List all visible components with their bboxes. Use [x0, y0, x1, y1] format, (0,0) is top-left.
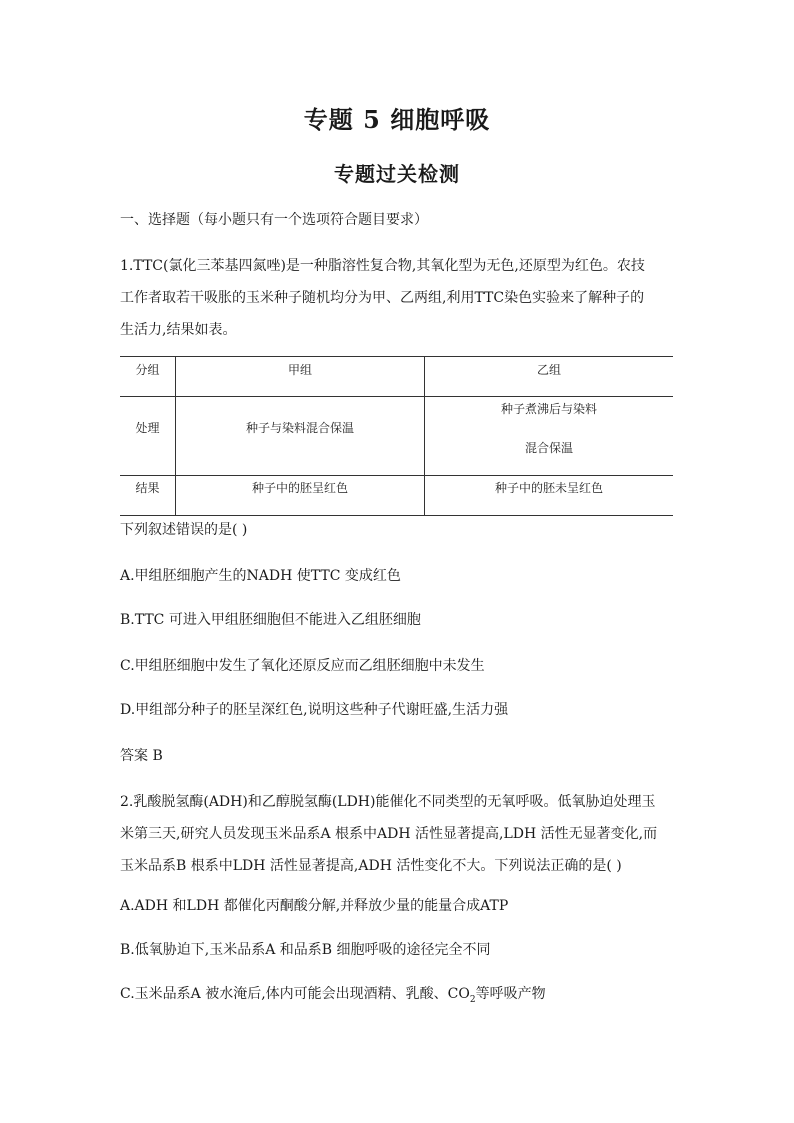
table-cell-result-b: 种子中的胚未呈红色: [494, 481, 603, 495]
table-cell-treatment-b-line2: 混合保温: [524, 441, 573, 455]
q2-option-b: B.低氧胁迫下,玉米品系A 和品系B 细胞呼吸的途径完全不同: [120, 942, 491, 958]
table-row-label-treatment: 处理: [135, 421, 160, 435]
q1-option-d: D.甲组部分种子的胚呈深红色,说明这些种子代谢旺盛,生活力强: [120, 702, 509, 718]
q2-option-c-tail: 等呼吸产物: [475, 986, 546, 1002]
table-header-group-b: 乙组: [536, 363, 561, 377]
q2-option-c-main: C.玉米品系A 被水淹后,体内可能会出现酒精、乳酸、CO: [120, 986, 470, 1002]
q1-question: 下列叙述错误的是( ): [120, 522, 248, 538]
table-header-group-a: 甲组: [287, 363, 312, 377]
section-heading: 一、选择题（每小题只有一个选项符合题目要求）: [120, 212, 428, 228]
table-cell-treatment-b-line1: 种子煮沸后与染料: [500, 402, 597, 416]
table-header-group: 分组: [135, 363, 160, 377]
table-divider: [120, 396, 673, 397]
table-cell-result-a: 种子中的胚呈红色: [251, 481, 348, 495]
table-divider: [120, 475, 673, 476]
q2-option-a: A.ADH 和LDH 都催化丙酮酸分解,并释放少量的能量合成ATP: [120, 898, 509, 914]
q2-option-c-subscript: 2: [469, 994, 476, 1005]
q1-stem-line-2: 工作者取若干吸胀的玉米种子随机均分为甲、乙两组,利用TTC染色实验来了解种子的: [120, 290, 645, 306]
results-table: [120, 356, 673, 516]
q1-option-c: C.甲组胚细胞中发生了氧化还原反应而乙组胚细胞中未发生: [120, 658, 485, 674]
page-subtitle: 专题过关检测: [334, 162, 460, 186]
q1-option-b: B.TTC 可进入甲组胚细胞但不能进入乙组胚细胞: [120, 612, 421, 628]
q1-answer: 答案 B: [120, 748, 163, 764]
q2-option-c: [120, 984, 546, 1010]
q2-stem-line-2: 米第三天,研究人员发现玉米品系A 根系中ADH 活性显著提高,LDH 活性无显著变化,而: [120, 826, 658, 842]
table-cell-treatment-a: 种子与染料混合保温: [245, 421, 354, 435]
table-row-label-result: 结果: [135, 481, 160, 495]
q1-stem-line-3: 生活力,结果如表。: [120, 322, 237, 338]
q1-option-a: A.甲组胚细胞产生的NADH 使TTC 变成红色: [120, 568, 401, 584]
q1-stem-line-1: 1.TTC(氯化三苯基四氮唑)是一种脂溶性复合物,其氧化型为无色,还原型为红色。农技: [120, 258, 645, 274]
page-title: 专题 5 细胞呼吸: [303, 105, 491, 134]
q2-stem-line-1: 2.乳酸脱氢酶(ADH)和乙醇脱氢酶(LDH)能催化不同类型的无氧呼吸。低氧胁迫处理玉: [120, 794, 656, 810]
q2-stem-line-3: 玉米品系B 根系中LDH 活性显著提高,ADH 活性变化不大。下列说法正确的是( ): [120, 858, 622, 874]
